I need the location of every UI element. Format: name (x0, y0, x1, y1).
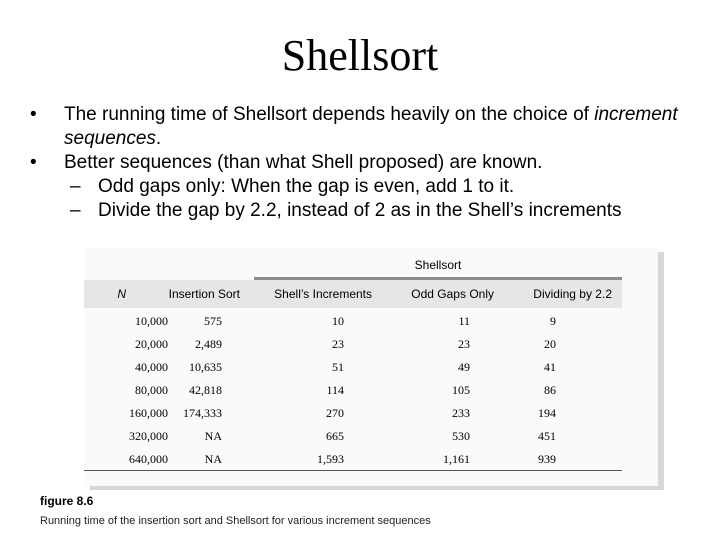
cell-shells-increments: 51 (332, 360, 344, 374)
bullet-list (30, 103, 710, 223)
cell-insertion-sort: NA (204, 429, 222, 443)
sub-bullet-item (30, 175, 710, 199)
table-row (84, 333, 622, 356)
cell-insertion-sort: 2,489 (195, 337, 222, 351)
figure-caption (40, 492, 431, 532)
cell-shells-increments: 10 (332, 314, 344, 328)
table-row (84, 356, 622, 379)
table-bottom-rule (84, 470, 622, 471)
bullet-marker: • (30, 152, 37, 173)
cell-odd-gaps-only: 530 (452, 429, 470, 443)
cell-n: 160,000 (129, 406, 168, 420)
cell-odd-gaps-only: 233 (452, 406, 470, 420)
bullet-italic-text: increment sequences (64, 104, 678, 149)
cell-odd-gaps-only: 105 (452, 383, 470, 397)
bullet-text: Better sequences (than what Shell proposed) are known. (64, 152, 543, 173)
figure-caption-text: Running time of the insertion sort and Shellsort for various increment sequences (40, 515, 431, 527)
sub-bullet-marker: – (70, 176, 81, 197)
cell-n: 640,000 (129, 452, 168, 466)
bullet-marker: • (30, 104, 37, 125)
cell-n: 40,000 (135, 360, 168, 374)
slide-title: Shellsort (281, 31, 439, 80)
column-header-n: N (117, 287, 126, 301)
table-row (84, 402, 622, 425)
cell-dividing-by-2-2: 9 (550, 314, 556, 328)
sub-bullet-text: Divide the gap by 2.2, instead of 2 as in the Shell’s increments (98, 200, 622, 221)
column-header-dividing-by-2-2: Dividing by 2.2 (533, 287, 612, 301)
cell-n: 80,000 (135, 383, 168, 397)
cell-dividing-by-2-2: 20 (544, 337, 556, 351)
sub-bullet-item (30, 199, 710, 223)
cell-insertion-sort: 10,635 (189, 360, 222, 374)
cell-insertion-sort: 575 (204, 314, 222, 328)
column-header-insertion-sort: Insertion Sort (168, 287, 240, 301)
text-clip-band (0, 230, 720, 248)
column-header-odd-gaps-only: Odd Gaps Only (411, 287, 494, 301)
group-header: Shellsort (414, 258, 462, 272)
table-row (84, 310, 622, 333)
cell-dividing-by-2-2: 41 (544, 360, 556, 374)
column-header-shells-increments: Shell’s Increments (274, 287, 372, 301)
sub-bullet-text: Odd gaps only: When the gap is even, add 1 to it. (98, 176, 515, 197)
table-row (84, 448, 622, 471)
bullet-item (30, 151, 710, 175)
cell-insertion-sort: 42,818 (189, 383, 222, 397)
cell-n: 320,000 (129, 429, 168, 443)
cell-insertion-sort: NA (204, 452, 222, 466)
table-row (84, 425, 622, 448)
cell-dividing-by-2-2: 194 (538, 406, 556, 420)
cell-odd-gaps-only: 49 (458, 360, 470, 374)
cell-shells-increments: 114 (326, 383, 344, 397)
cell-n: 10,000 (135, 314, 168, 328)
cell-shells-increments: 1,593 (317, 452, 344, 466)
cell-odd-gaps-only: 23 (458, 337, 470, 351)
cell-n: 20,000 (135, 337, 168, 351)
bullet-text-end: . (155, 128, 162, 149)
cell-odd-gaps-only: 11 (458, 314, 470, 328)
table-row (84, 379, 622, 402)
cell-shells-increments: 665 (326, 429, 344, 443)
figure-label: figure 8.6 (40, 494, 94, 508)
cell-odd-gaps-only: 1,161 (443, 452, 470, 466)
cell-shells-increments: 270 (326, 406, 344, 420)
cell-dividing-by-2-2: 86 (544, 383, 556, 397)
cell-dividing-by-2-2: 451 (538, 429, 556, 443)
sub-bullet-marker: – (70, 200, 81, 221)
cell-shells-increments: 23 (332, 337, 344, 351)
bullet-item (30, 103, 710, 151)
cell-insertion-sort: 174,333 (183, 406, 222, 420)
cell-dividing-by-2-2: 939 (538, 452, 556, 466)
figure-table (84, 248, 666, 488)
bullet-text: The running time of Shellsort depends heavily on the choice of (64, 104, 595, 125)
